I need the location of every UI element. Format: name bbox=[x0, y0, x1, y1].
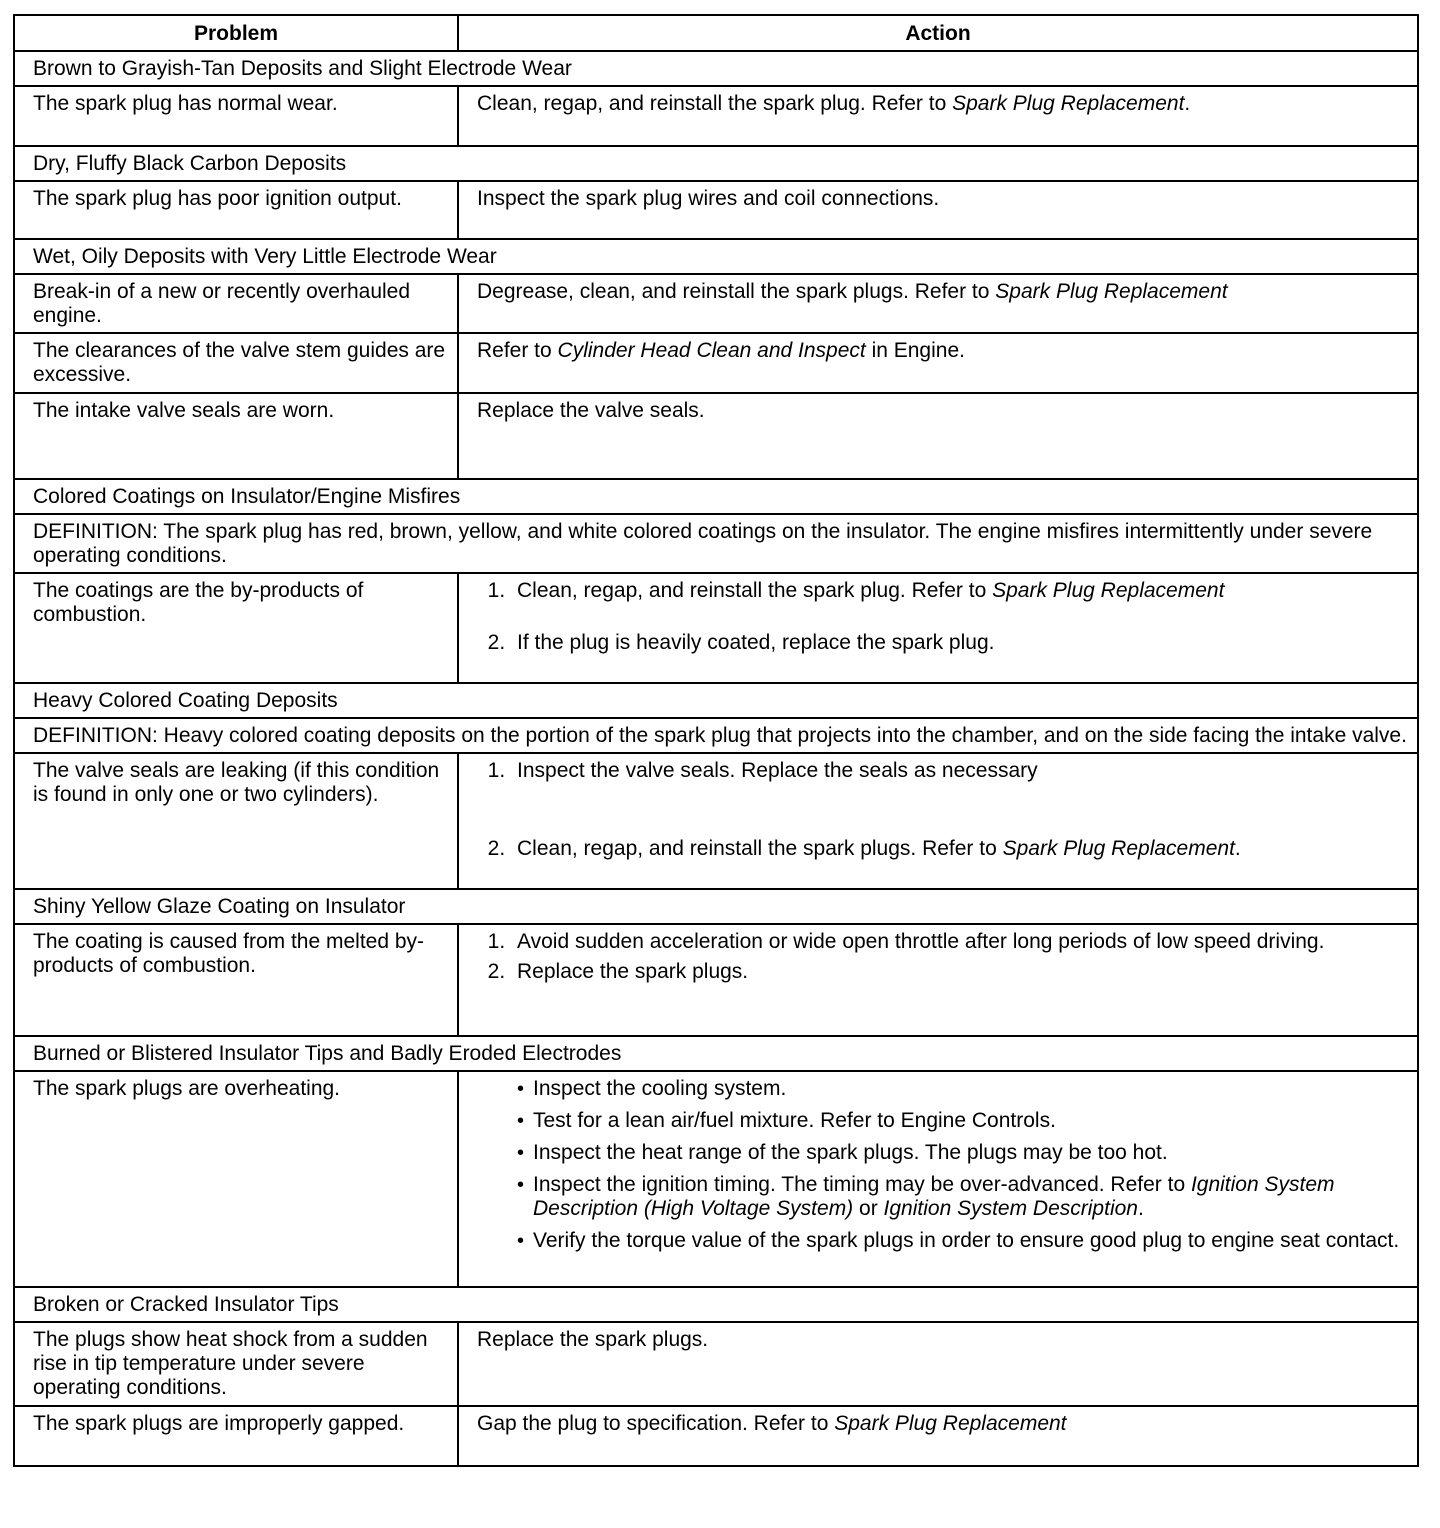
action-text: Inspect the ignition timing. The timing may be over-advanced. Refer to bbox=[533, 1173, 1191, 1196]
table-row bbox=[14, 573, 1418, 683]
action-column-header: Action bbox=[458, 15, 1418, 51]
problem-cell: The coating is caused from the melted by-products of combustion. bbox=[14, 924, 458, 1036]
action-cell bbox=[458, 1071, 1418, 1287]
action-text: If the plug is heavily coated, replace the spark plug. bbox=[517, 631, 995, 654]
problem-cell: The coatings are the by-products of combustion. bbox=[14, 573, 458, 683]
problem-cell: The plugs show heat shock from a sudden rise in tip temperature under severe operating conditions. bbox=[14, 1322, 458, 1406]
section-row bbox=[14, 479, 1418, 514]
action-cell bbox=[458, 86, 1418, 146]
table-row bbox=[14, 1406, 1418, 1466]
action-text: . bbox=[1137, 1197, 1144, 1220]
section-row bbox=[14, 51, 1418, 86]
procedure-reference: Spark Plug Replacement bbox=[1002, 837, 1235, 860]
section-title: Wet, Oily Deposits with Very Little Electrode Wear bbox=[14, 239, 1418, 274]
definition-row bbox=[14, 718, 1418, 753]
action-steps bbox=[477, 759, 1407, 861]
problem-cell: The spark plug has poor ignition output. bbox=[14, 181, 458, 239]
action-cell: Inspect the spark plug wires and coil connections. bbox=[458, 181, 1418, 239]
problem-cell: The intake valve seals are worn. bbox=[14, 393, 458, 479]
action-step bbox=[511, 960, 1407, 984]
action-bullets bbox=[477, 1077, 1407, 1253]
problem-cell: The valve seals are leaking (if this condition is found in only one or two cylinders). bbox=[14, 753, 458, 889]
action-text: . bbox=[1184, 92, 1191, 115]
action-text: Refer to bbox=[477, 339, 558, 362]
table-row bbox=[14, 181, 1418, 239]
section-row bbox=[14, 683, 1418, 718]
action-text: Degrease, clean, and reinstall the spark plugs. Refer to bbox=[477, 280, 996, 303]
header-row bbox=[14, 15, 1418, 51]
section-row bbox=[14, 1287, 1418, 1322]
table-row bbox=[14, 274, 1418, 333]
action-text: in Engine. bbox=[865, 339, 965, 362]
spark-plug-diagnosis-table bbox=[13, 14, 1419, 1467]
action-cell: Replace the spark plugs. bbox=[458, 1322, 1418, 1406]
action-cell bbox=[458, 274, 1418, 333]
action-step bbox=[511, 930, 1407, 954]
procedure-reference: Spark Plug Replacement bbox=[952, 92, 1185, 115]
table-row bbox=[14, 753, 1418, 889]
action-cell bbox=[458, 573, 1418, 683]
action-text: Clean, regap, and reinstall the spark plug. Refer to bbox=[517, 579, 993, 602]
action-cell bbox=[458, 333, 1418, 393]
table-row bbox=[14, 1071, 1418, 1287]
action-step bbox=[511, 631, 1407, 655]
section-row bbox=[14, 1036, 1418, 1071]
action-step bbox=[511, 579, 1407, 603]
action-text: . bbox=[1234, 837, 1241, 860]
problem-cell: The spark plug has normal wear. bbox=[14, 86, 458, 146]
section-title: Dry, Fluffy Black Carbon Deposits bbox=[14, 146, 1418, 181]
procedure-reference: Spark Plug Replacement bbox=[995, 280, 1228, 303]
action-step bbox=[511, 837, 1407, 861]
procedure-reference: Cylinder Head Clean and Inspect bbox=[557, 339, 866, 362]
action-text: Replace the spark plugs. bbox=[517, 960, 749, 983]
procedure-reference: Ignition System Description bbox=[883, 1197, 1138, 1220]
procedure-reference: Ignition System Description (High Voltage System) bbox=[533, 1173, 1335, 1220]
procedure-reference: Spark Plug Replacement bbox=[992, 579, 1225, 602]
definition-text: DEFINITION: The spark plug has red, brown, yellow, and white colored coatings on the insulator. The engine misfires intermittently under severe operating conditions. bbox=[14, 514, 1418, 573]
action-bullet bbox=[517, 1173, 1407, 1221]
action-text: Clean, regap, and reinstall the spark plug. Refer to bbox=[477, 92, 953, 115]
section-title: Broken or Cracked Insulator Tips bbox=[14, 1287, 1418, 1322]
table-row bbox=[14, 333, 1418, 393]
diagnostic-page bbox=[13, 14, 1417, 1516]
problem-column-header: Problem bbox=[14, 15, 458, 51]
action-text: Inspect the valve seals. Replace the seals as necessary bbox=[517, 759, 1038, 782]
action-cell bbox=[458, 1406, 1418, 1466]
action-cell bbox=[458, 753, 1418, 889]
definition-row bbox=[14, 514, 1418, 573]
action-step bbox=[511, 759, 1407, 783]
section-title: Burned or Blistered Insulator Tips and Badly Eroded Electrodes bbox=[14, 1036, 1418, 1071]
section-title: Colored Coatings on Insulator/Engine Misfires bbox=[14, 479, 1418, 514]
problem-cell: The spark plugs are overheating. bbox=[14, 1071, 458, 1287]
action-bullet: • Inspect the heat range of the spark plugs. The plugs may be too hot. bbox=[517, 1141, 1407, 1165]
table-row bbox=[14, 86, 1418, 146]
action-text: Gap the plug to specification. Refer to bbox=[477, 1412, 835, 1435]
problem-cell: The clearances of the valve stem guides are excessive. bbox=[14, 333, 458, 393]
section-title: Heavy Colored Coating Deposits bbox=[14, 683, 1418, 718]
action-bullet: • Test for a lean air/fuel mixture. Refer to Engine Controls. bbox=[517, 1109, 1407, 1133]
action-text: or bbox=[853, 1197, 884, 1220]
action-cell: Replace the valve seals. bbox=[458, 393, 1418, 479]
action-cell bbox=[458, 924, 1418, 1036]
action-text: Avoid sudden acceleration or wide open throttle after long periods of low speed driving. bbox=[517, 930, 1325, 953]
problem-cell: Break-in of a new or recently overhauled engine. bbox=[14, 274, 458, 333]
action-steps bbox=[477, 579, 1407, 655]
problem-cell: The spark plugs are improperly gapped. bbox=[14, 1406, 458, 1466]
procedure-reference: Spark Plug Replacement bbox=[834, 1412, 1067, 1435]
table-row bbox=[14, 1322, 1418, 1406]
definition-text: DEFINITION: Heavy colored coating deposits on the portion of the spark plug that projects into the chamber, and on the side facing the intake valve. bbox=[14, 718, 1418, 753]
section-title: Shiny Yellow Glaze Coating on Insulator bbox=[14, 889, 1418, 924]
section-row bbox=[14, 889, 1418, 924]
action-text: Clean, regap, and reinstall the spark plugs. Refer to bbox=[517, 837, 1003, 860]
action-bullet: • Verify the torque value of the spark plugs in order to ensure good plug to engine seat contact. bbox=[517, 1229, 1407, 1253]
action-bullet: • Inspect the cooling system. bbox=[517, 1077, 1407, 1101]
section-row bbox=[14, 146, 1418, 181]
table-row bbox=[14, 924, 1418, 1036]
table-row bbox=[14, 393, 1418, 479]
section-row bbox=[14, 239, 1418, 274]
action-steps bbox=[477, 930, 1407, 984]
section-title: Brown to Grayish-Tan Deposits and Slight Electrode Wear bbox=[14, 51, 1418, 86]
